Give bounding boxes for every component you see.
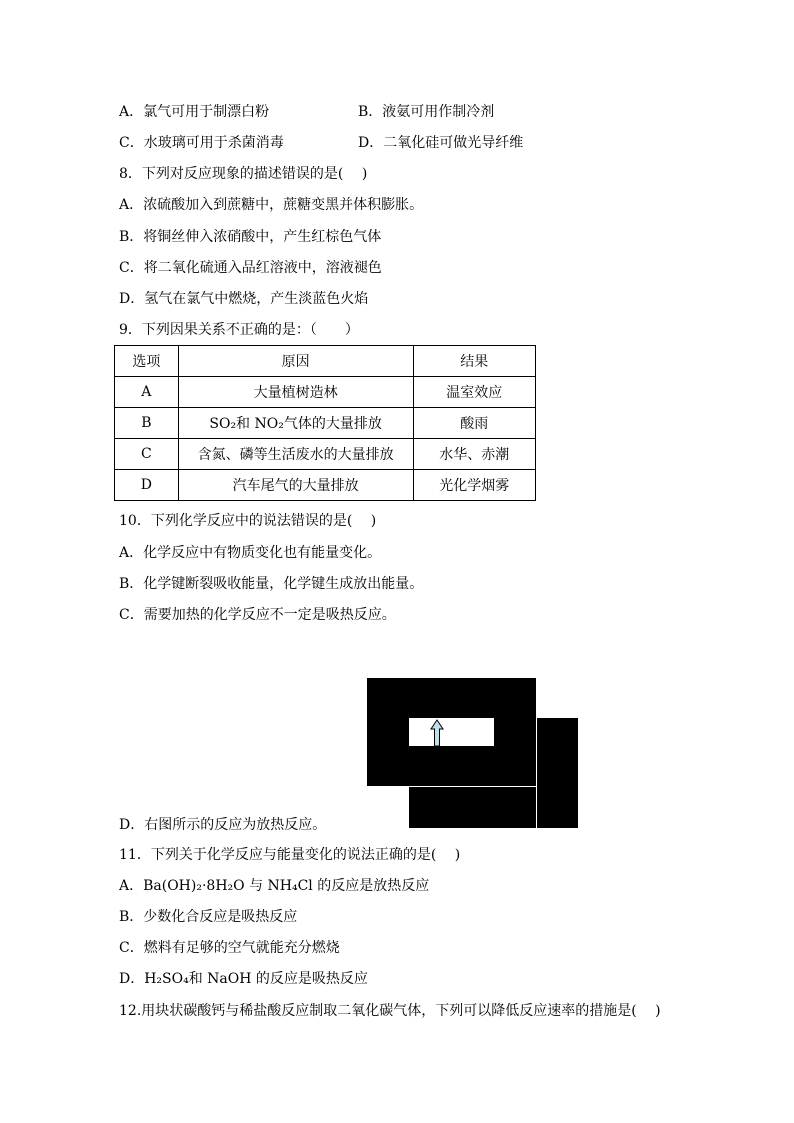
q11-option-c: C．燃料有足够的空气就能充分燃烧 — [119, 940, 340, 956]
header-cell: 原因 — [178, 346, 413, 377]
q10-option-a: A．化学反应中有物质变化也有能量变化。 — [119, 545, 382, 561]
q10-option-c: C．需要加热的化学反应不一定是吸热反应。 — [119, 607, 396, 623]
q7-option-c: C．水玻璃可用于杀菌消毒 — [119, 135, 284, 151]
table-row — [115, 470, 536, 501]
table-cell: 大量植树造林 — [178, 377, 413, 408]
q9-stem: 9．下列因果关系不正确的是：（ ） — [119, 322, 359, 338]
header-cell: 选项 — [115, 346, 179, 377]
q7-option-a: A．氯气可用于制漂白粉 — [119, 104, 270, 120]
q12-stem: 12.用块状碳酸钙与稀盐酸反应制取二氧化碳气体，下列可以降低反应速率的措施是( ) — [119, 1003, 661, 1019]
q7-option-b: B．液氨可用作制冷剂 — [358, 104, 495, 120]
q8-option-a: A．浓硫酸加入到蔗糖中，蔗糖变黑并体积膨胀。 — [119, 197, 424, 213]
table-cell: 酸雨 — [413, 408, 535, 439]
table-row — [115, 377, 536, 408]
table-cell: 水华、赤潮 — [413, 439, 535, 470]
q10-stem: 10．下列化学反应中的说法错误的是( ) — [119, 513, 377, 529]
q8-option-b: B．将铜丝伸入浓硝酸中，产生红棕色气体 — [119, 229, 382, 245]
figure-window — [409, 718, 494, 746]
q7-option-d: D．二氧化硅可做光导纤维 — [358, 135, 524, 151]
q11-option-a: A．Ba(OH)₂·8H₂O 与 NH₄Cl 的反应是放热反应 — [119, 878, 430, 894]
figure-block-bottom — [409, 787, 536, 828]
table-cell: 温室效应 — [413, 377, 535, 408]
table-cell: SO₂和 NO₂气体的大量排放 — [178, 408, 413, 439]
table-cell: B — [115, 408, 179, 439]
table-cell: D — [115, 470, 179, 501]
q8-option-d: D．氢气在氯气中燃烧，产生淡蓝色火焰 — [119, 291, 369, 307]
q10-option-d: D．右图所示的反应为放热反应。 — [119, 817, 327, 833]
up-arrow-icon — [430, 719, 444, 747]
q11-option-b: B．少数化合反应是吸热反应 — [119, 909, 298, 925]
figure-block-right — [537, 718, 578, 828]
q9-table — [114, 345, 536, 501]
table-cell: 含氮、磷等生活废水的大量排放 — [178, 439, 413, 470]
table-row — [115, 439, 536, 470]
q8-option-c: C．将二氧化硫通入品红溶液中，溶液褪色 — [119, 260, 382, 276]
table-cell: 光化学烟雾 — [413, 470, 535, 501]
table-cell: C — [115, 439, 179, 470]
table-row — [115, 408, 536, 439]
q10-option-b: B．化学键断裂吸收能量，化学键生成放出能量。 — [119, 576, 424, 592]
q8-stem: 8．下列对反应现象的描述错误的是( ) — [119, 166, 368, 182]
q11-option-d: D．H₂SO₄和 NaOH 的反应是吸热反应 — [119, 971, 368, 987]
header-cell: 结果 — [413, 346, 535, 377]
table-cell: A — [115, 377, 179, 408]
table-header-row — [115, 346, 536, 377]
q11-stem: 11．下列关于化学反应与能量变化的说法正确的是( ) — [119, 847, 461, 863]
table-cell: 汽车尾气的大量排放 — [178, 470, 413, 501]
